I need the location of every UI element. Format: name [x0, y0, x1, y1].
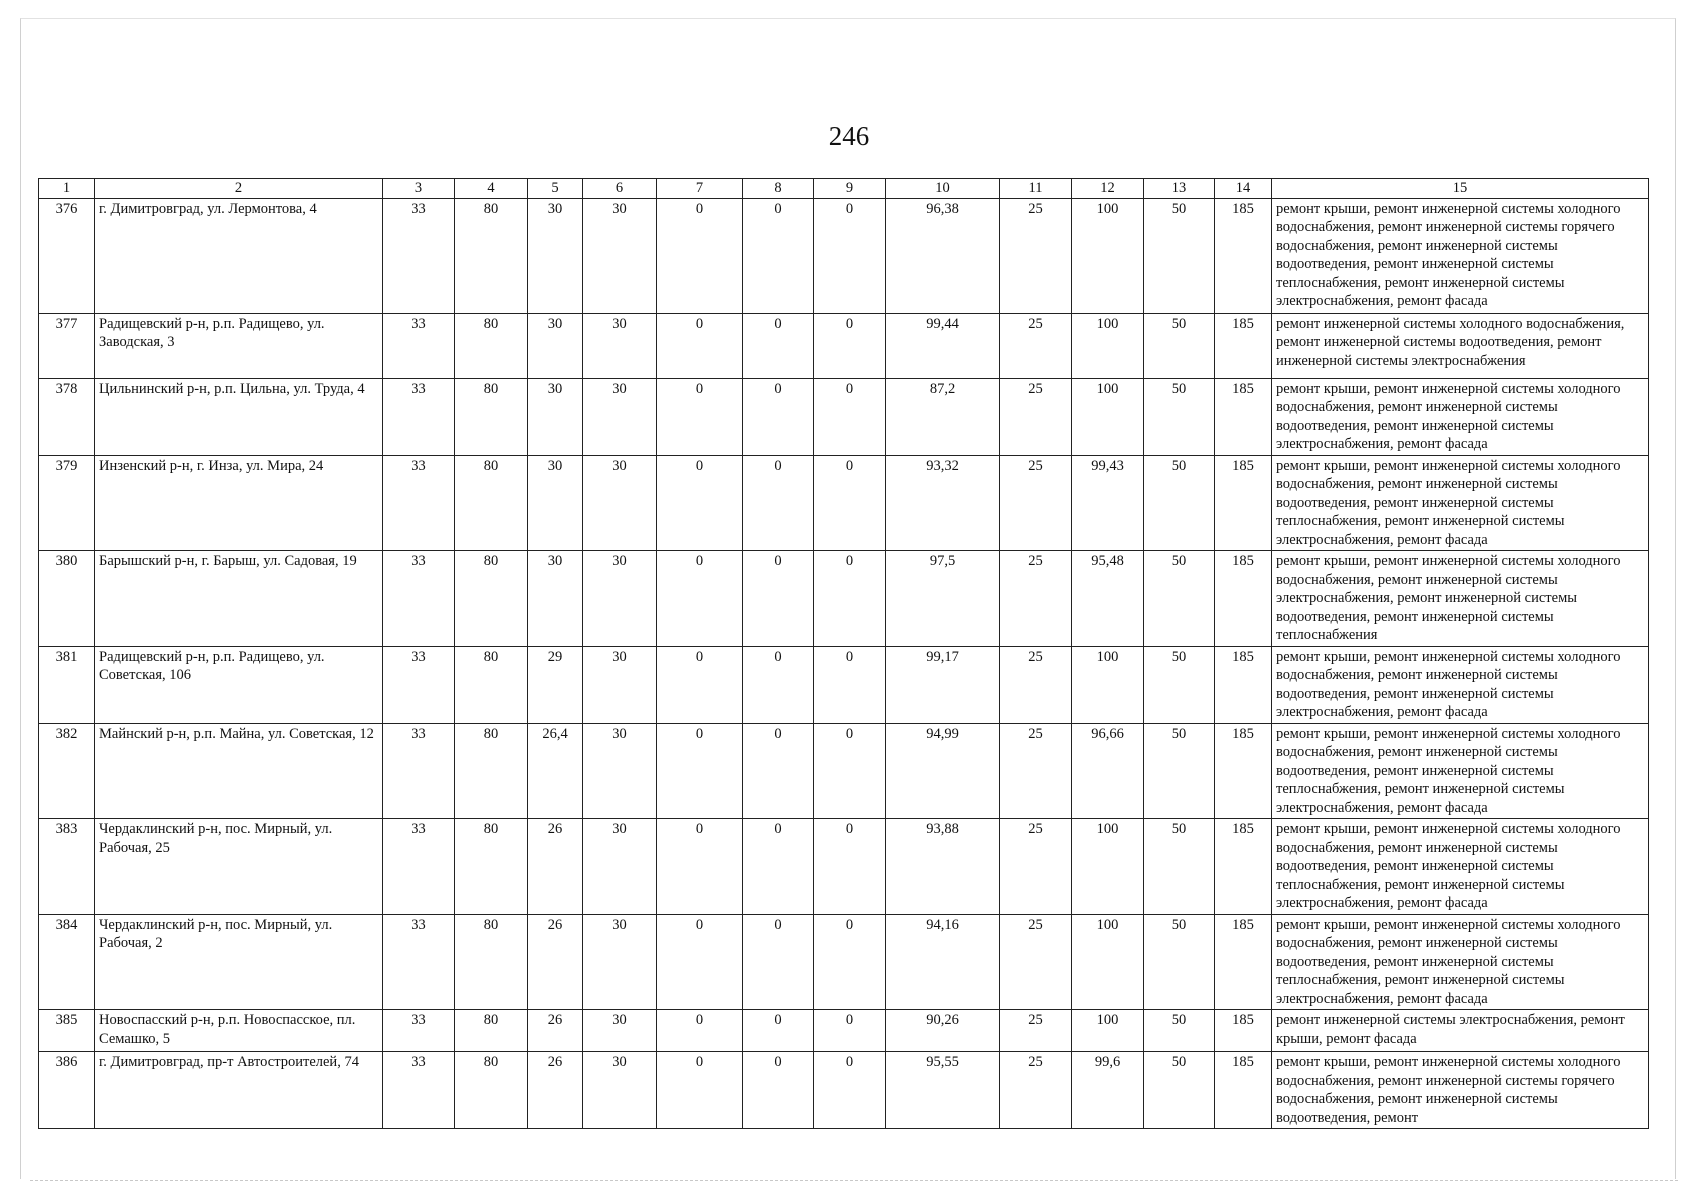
row-number-cell: 379: [39, 455, 95, 551]
cell-col-5: 26: [528, 914, 583, 1010]
cell-col-13: 50: [1144, 1052, 1215, 1129]
column-header-11: 11: [1000, 179, 1072, 199]
repair-works-cell: ремонт крыши, ремонт инженерной системы холодного водоснабжения, ремонт инженерной системы горячего водоснабжения, ремонт инженерной системы водоотведения, ремонт инженерной системы теплоснабжения, ремонт инженерной системы электроснабжения, ремонт фасада: [1272, 198, 1649, 313]
repair-works-cell: ремонт крыши, ремонт инженерной системы холодного водоснабжения, ремонт инженерной системы водоотведения, ремонт инженерной системы теплоснабжения, ремонт инженерной системы электроснабжения, ремонт фасада: [1272, 819, 1649, 915]
cell-col-10: 99,17: [886, 646, 1000, 723]
cell-col-14: 185: [1215, 198, 1272, 313]
address-cell: Чердаклинский р-н, пос. Мирный, ул. Рабочая, 25: [95, 819, 383, 915]
row-number-cell: 377: [39, 313, 95, 378]
cell-col-6: 30: [583, 198, 657, 313]
cell-col-8: 0: [743, 313, 814, 378]
cell-col-8: 0: [743, 914, 814, 1010]
cell-col-12: 100: [1072, 313, 1144, 378]
table-row: [39, 198, 1649, 313]
cell-col-12: 99,6: [1072, 1052, 1144, 1129]
cell-col-12: 100: [1072, 646, 1144, 723]
column-header-4: 4: [455, 179, 528, 199]
cell-col-14: 185: [1215, 455, 1272, 551]
repair-works-cell: ремонт крыши, ремонт инженерной системы холодного водоснабжения, ремонт инженерной системы водоотведения, ремонт инженерной системы электроснабжения, ремонт фасада: [1272, 646, 1649, 723]
cell-col-6: 30: [583, 1052, 657, 1129]
cell-col-4: 80: [455, 1010, 528, 1052]
column-header-12: 12: [1072, 179, 1144, 199]
cell-col-13: 50: [1144, 198, 1215, 313]
cell-col-13: 50: [1144, 723, 1215, 819]
cell-col-8: 0: [743, 198, 814, 313]
cell-col-12: 100: [1072, 819, 1144, 915]
row-number-cell: 381: [39, 646, 95, 723]
cell-col-4: 80: [455, 378, 528, 455]
repair-schedule-table: [38, 178, 1649, 1129]
cell-col-10: 94,16: [886, 914, 1000, 1010]
table-row: [39, 646, 1649, 723]
cell-col-4: 80: [455, 198, 528, 313]
cell-col-3: 33: [383, 914, 455, 1010]
cell-col-13: 50: [1144, 1010, 1215, 1052]
table-row: [39, 1010, 1649, 1052]
cell-col-7: 0: [657, 551, 743, 647]
cell-col-13: 50: [1144, 455, 1215, 551]
bottom-cut-line: [30, 1180, 1678, 1181]
cell-col-9: 0: [814, 1010, 886, 1052]
address-cell: Барышский р-н, г. Барыш, ул. Садовая, 19: [95, 551, 383, 647]
cell-col-8: 0: [743, 1052, 814, 1129]
cell-col-5: 30: [528, 551, 583, 647]
cell-col-14: 185: [1215, 313, 1272, 378]
cell-col-14: 185: [1215, 1010, 1272, 1052]
table-row: [39, 378, 1649, 455]
cell-col-11: 25: [1000, 723, 1072, 819]
cell-col-11: 25: [1000, 455, 1072, 551]
cell-col-11: 25: [1000, 1010, 1072, 1052]
cell-col-4: 80: [455, 551, 528, 647]
address-cell: г. Димитровград, ул. Лермонтова, 4: [95, 198, 383, 313]
cell-col-9: 0: [814, 313, 886, 378]
cell-col-3: 33: [383, 1052, 455, 1129]
cell-col-13: 50: [1144, 378, 1215, 455]
cell-col-6: 30: [583, 551, 657, 647]
cell-col-3: 33: [383, 819, 455, 915]
address-cell: Новоспасский р-н, р.п. Новоспасское, пл. Семашко, 5: [95, 1010, 383, 1052]
repair-works-cell: ремонт крыши, ремонт инженерной системы холодного водоснабжения, ремонт инженерной системы водоотведения, ремонт инженерной системы теплоснабжения, ремонт инженерной системы электроснабжения, ремонт фасада: [1272, 723, 1649, 819]
cell-col-5: 30: [528, 455, 583, 551]
row-number-cell: 384: [39, 914, 95, 1010]
cell-col-6: 30: [583, 914, 657, 1010]
cell-col-5: 30: [528, 198, 583, 313]
cell-col-9: 0: [814, 551, 886, 647]
cell-col-8: 0: [743, 1010, 814, 1052]
cell-col-8: 0: [743, 723, 814, 819]
cell-col-12: 100: [1072, 914, 1144, 1010]
cell-col-13: 50: [1144, 819, 1215, 915]
cell-col-12: 100: [1072, 198, 1144, 313]
cell-col-11: 25: [1000, 914, 1072, 1010]
cell-col-13: 50: [1144, 551, 1215, 647]
repair-works-cell: ремонт инженерной системы электроснабжения, ремонт крыши, ремонт фасада: [1272, 1010, 1649, 1052]
cell-col-9: 0: [814, 455, 886, 551]
cell-col-9: 0: [814, 646, 886, 723]
cell-col-14: 185: [1215, 646, 1272, 723]
cell-col-4: 80: [455, 1052, 528, 1129]
cell-col-12: 96,66: [1072, 723, 1144, 819]
cell-col-11: 25: [1000, 313, 1072, 378]
cell-col-12: 95,48: [1072, 551, 1144, 647]
cell-col-9: 0: [814, 914, 886, 1010]
cell-col-10: 87,2: [886, 378, 1000, 455]
header-row: [39, 179, 1649, 199]
address-cell: Инзенский р-н, г. Инза, ул. Мира, 24: [95, 455, 383, 551]
address-cell: Чердаклинский р-н, пос. Мирный, ул. Рабочая, 2: [95, 914, 383, 1010]
row-number-cell: 380: [39, 551, 95, 647]
cell-col-6: 30: [583, 1010, 657, 1052]
row-number-cell: 383: [39, 819, 95, 915]
cell-col-10: 95,55: [886, 1052, 1000, 1129]
cell-col-5: 26,4: [528, 723, 583, 819]
cell-col-7: 0: [657, 378, 743, 455]
cell-col-13: 50: [1144, 914, 1215, 1010]
cell-col-14: 185: [1215, 723, 1272, 819]
cell-col-3: 33: [383, 723, 455, 819]
repair-works-cell: ремонт крыши, ремонт инженерной системы холодного водоснабжения, ремонт инженерной системы водоотведения, ремонт инженерной системы теплоснабжения, ремонт инженерной системы электроснабжения, ремонт фасада: [1272, 914, 1649, 1010]
column-header-10: 10: [886, 179, 1000, 199]
column-header-6: 6: [583, 179, 657, 199]
cell-col-11: 25: [1000, 1052, 1072, 1129]
cell-col-5: 26: [528, 819, 583, 915]
cell-col-6: 30: [583, 819, 657, 915]
cell-col-6: 30: [583, 646, 657, 723]
cell-col-10: 99,44: [886, 313, 1000, 378]
repair-works-cell: ремонт инженерной системы холодного водоснабжения, ремонт инженерной системы водоотведения, ремонт инженерной системы электроснабжения: [1272, 313, 1649, 378]
table-row: [39, 723, 1649, 819]
cell-col-6: 30: [583, 378, 657, 455]
cell-col-4: 80: [455, 455, 528, 551]
cell-col-8: 0: [743, 378, 814, 455]
cell-col-11: 25: [1000, 198, 1072, 313]
cell-col-14: 185: [1215, 551, 1272, 647]
table-row: [39, 551, 1649, 647]
cell-col-4: 80: [455, 914, 528, 1010]
cell-col-5: 30: [528, 313, 583, 378]
table-row: [39, 313, 1649, 378]
table-body: [39, 198, 1649, 1129]
row-number-cell: 378: [39, 378, 95, 455]
column-header-5: 5: [528, 179, 583, 199]
cell-col-4: 80: [455, 646, 528, 723]
cell-col-3: 33: [383, 455, 455, 551]
cell-col-7: 0: [657, 1052, 743, 1129]
column-header-2: 2: [95, 179, 383, 199]
table-row: [39, 819, 1649, 915]
address-cell: г. Димитровград, пр-т Автостроителей, 74: [95, 1052, 383, 1129]
cell-col-7: 0: [657, 914, 743, 1010]
cell-col-10: 96,38: [886, 198, 1000, 313]
cell-col-5: 26: [528, 1052, 583, 1129]
row-number-cell: 376: [39, 198, 95, 313]
cell-col-6: 30: [583, 455, 657, 551]
cell-col-14: 185: [1215, 1052, 1272, 1129]
cell-col-11: 25: [1000, 646, 1072, 723]
address-cell: Майнский р-н, р.п. Майна, ул. Советская, 12: [95, 723, 383, 819]
cell-col-10: 97,5: [886, 551, 1000, 647]
cell-col-9: 0: [814, 819, 886, 915]
cell-col-7: 0: [657, 313, 743, 378]
cell-col-9: 0: [814, 198, 886, 313]
cell-col-9: 0: [814, 1052, 886, 1129]
cell-col-3: 33: [383, 551, 455, 647]
cell-col-5: 26: [528, 1010, 583, 1052]
table-row: [39, 455, 1649, 551]
row-number-cell: 385: [39, 1010, 95, 1052]
cell-col-13: 50: [1144, 313, 1215, 378]
cell-col-11: 25: [1000, 378, 1072, 455]
cell-col-9: 0: [814, 378, 886, 455]
cell-col-3: 33: [383, 313, 455, 378]
address-cell: Цильнинский р-н, р.п. Цильна, ул. Труда, 4: [95, 378, 383, 455]
table-row: [39, 914, 1649, 1010]
cell-col-12: 99,43: [1072, 455, 1144, 551]
repair-works-cell: ремонт крыши, ремонт инженерной системы холодного водоснабжения, ремонт инженерной системы водоотведения, ремонт инженерной системы электроснабжения, ремонт фасада: [1272, 378, 1649, 455]
cell-col-10: 93,32: [886, 455, 1000, 551]
cell-col-7: 0: [657, 1010, 743, 1052]
cell-col-9: 0: [814, 723, 886, 819]
cell-col-5: 30: [528, 378, 583, 455]
row-number-cell: 382: [39, 723, 95, 819]
address-cell: Радищевский р-н, р.п. Радищево, ул. Советская, 106: [95, 646, 383, 723]
cell-col-5: 29: [528, 646, 583, 723]
cell-col-4: 80: [455, 723, 528, 819]
column-header-1: 1: [39, 179, 95, 199]
cell-col-7: 0: [657, 646, 743, 723]
cell-col-10: 93,88: [886, 819, 1000, 915]
column-header-14: 14: [1215, 179, 1272, 199]
cell-col-7: 0: [657, 723, 743, 819]
cell-col-3: 33: [383, 646, 455, 723]
column-header-9: 9: [814, 179, 886, 199]
column-header-13: 13: [1144, 179, 1215, 199]
cell-col-8: 0: [743, 646, 814, 723]
cell-col-12: 100: [1072, 1010, 1144, 1052]
repair-works-cell: ремонт крыши, ремонт инженерной системы холодного водоснабжения, ремонт инженерной системы электроснабжения, ремонт инженерной системы водоотведения, ремонт инженерной системы теплоснабжения: [1272, 551, 1649, 647]
cell-col-14: 185: [1215, 819, 1272, 915]
column-header-15: 15: [1272, 179, 1649, 199]
column-header-8: 8: [743, 179, 814, 199]
cell-col-7: 0: [657, 455, 743, 551]
cell-col-8: 0: [743, 455, 814, 551]
address-cell: Радищевский р-н, р.п. Радищево, ул. Заводская, 3: [95, 313, 383, 378]
cell-col-12: 100: [1072, 378, 1144, 455]
table-row: [39, 1052, 1649, 1129]
cell-col-6: 30: [583, 313, 657, 378]
cell-col-3: 33: [383, 1010, 455, 1052]
row-number-cell: 386: [39, 1052, 95, 1129]
cell-col-14: 185: [1215, 914, 1272, 1010]
cell-col-11: 25: [1000, 819, 1072, 915]
repair-works-cell: ремонт крыши, ремонт инженерной системы холодного водоснабжения, ремонт инженерной системы водоотведения, ремонт инженерной системы теплоснабжения, ремонт инженерной системы электроснабжения, ремонт фасада: [1272, 455, 1649, 551]
cell-col-11: 25: [1000, 551, 1072, 647]
cell-col-14: 185: [1215, 378, 1272, 455]
column-header-3: 3: [383, 179, 455, 199]
cell-col-3: 33: [383, 198, 455, 313]
column-header-7: 7: [657, 179, 743, 199]
cell-col-13: 50: [1144, 646, 1215, 723]
cell-col-10: 90,26: [886, 1010, 1000, 1052]
cell-col-10: 94,99: [886, 723, 1000, 819]
repair-works-cell: ремонт крыши, ремонт инженерной системы холодного водоснабжения, ремонт инженерной системы горячего водоснабжения, ремонт инженерной системы водоотведения, ремонт: [1272, 1052, 1649, 1129]
cell-col-6: 30: [583, 723, 657, 819]
cell-col-8: 0: [743, 819, 814, 915]
cell-col-8: 0: [743, 551, 814, 647]
cell-col-3: 33: [383, 378, 455, 455]
page-number: 246: [828, 121, 870, 151]
cell-col-7: 0: [657, 819, 743, 915]
cell-col-7: 0: [657, 198, 743, 313]
cell-col-4: 80: [455, 313, 528, 378]
cell-col-4: 80: [455, 819, 528, 915]
